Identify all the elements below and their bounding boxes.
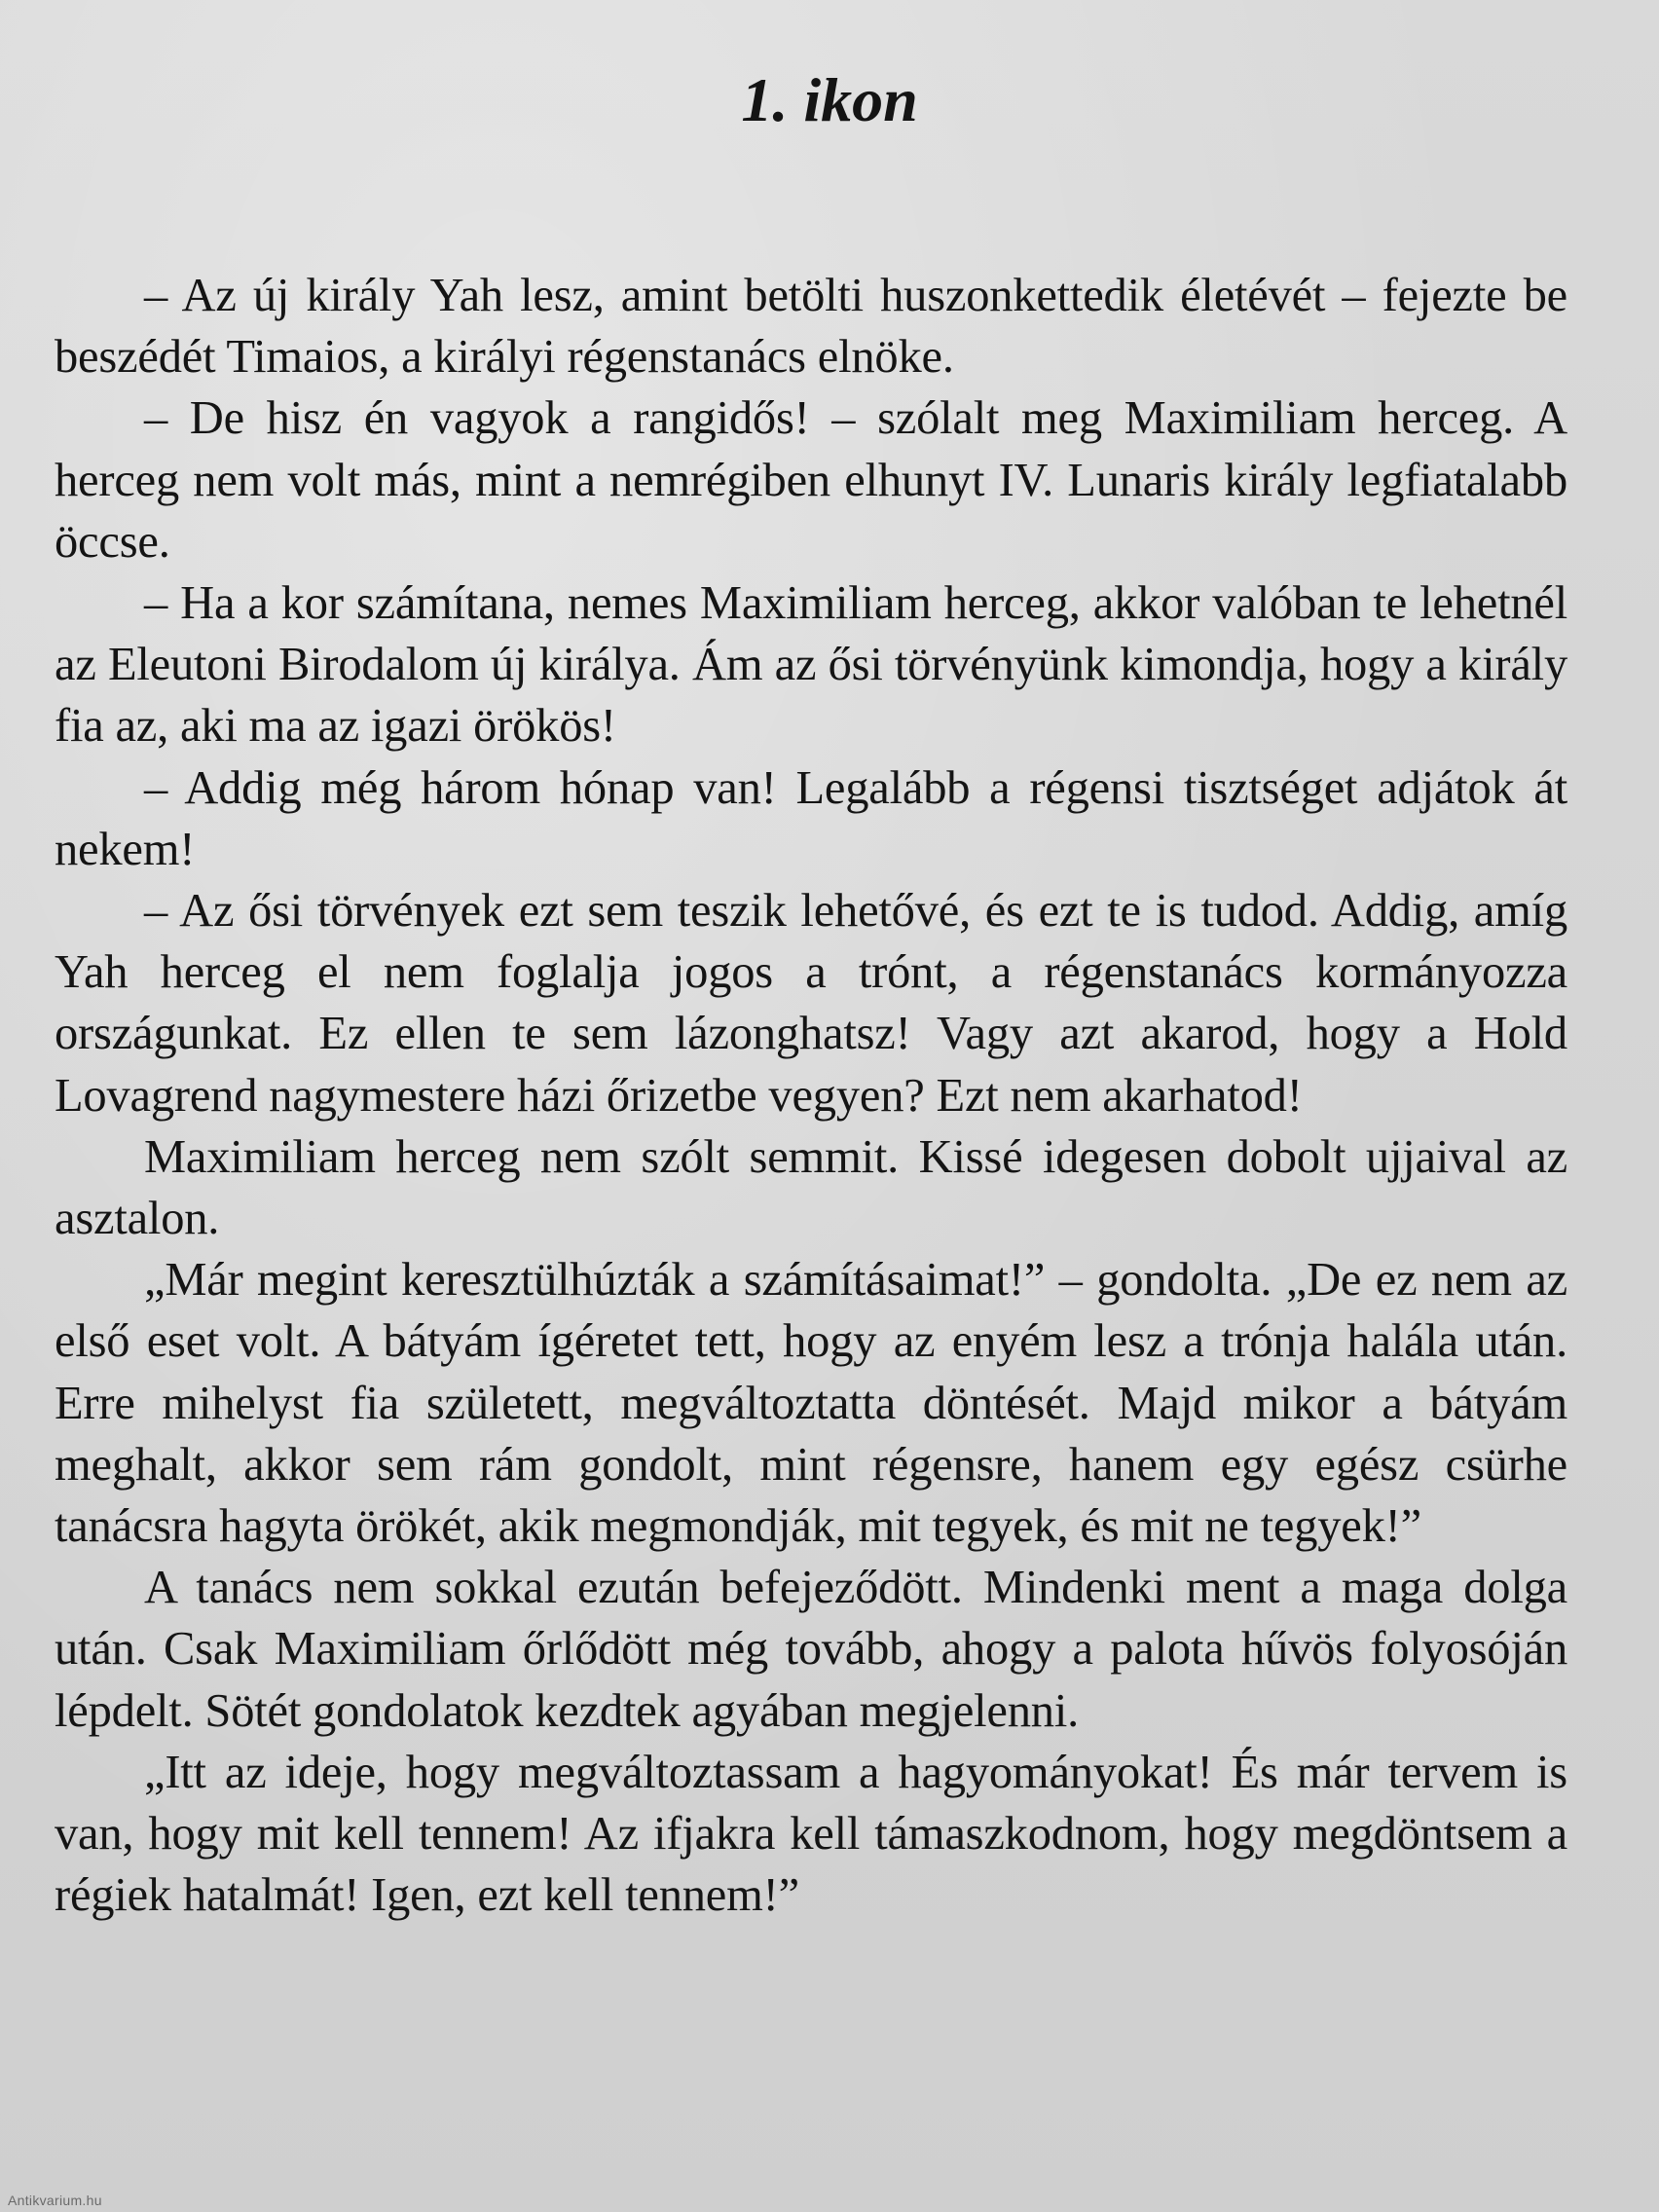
paragraph: Maximiliam herceg nem szólt semmit. Kissé idegesen dobolt ujjaival az asztalon. (55, 1130, 1567, 1245)
paragraph: – Az új király Yah lesz, amint betölti huszonkettedik életévét – fejezte be beszédét Timaios, a királyi régenstanács elnöke. (55, 270, 1567, 384)
watermark: Antikvarium.hu (8, 2193, 102, 2208)
paragraph: A tanács nem sokkal ezután befejeződött. Mindenki ment a maga dolga után. Csak Maximiliam őrlődött még tovább, ahogy a palota hűvös folyosóján lépdelt. Sötét gondolatok kezdtek agyában megjelenni. (55, 1562, 1567, 1737)
paragraph: – Az ősi törvények ezt sem teszik lehetővé, és ezt te is tudod. Addig, amíg Yah herceg el nem foglalja jogos a trónt, a régenstanács kormányozza országunkat. Ez ellen te sem lázonghatsz! Vagy azt akarod, hogy a Hold Lovagrend nagymestere házi őrizetbe vegyen? Ezt nem akarhatod! (55, 885, 1567, 1122)
paragraph: – Addig még három hónap van! Legalább a régensi tisztséget adjátok át nekem! (55, 761, 1567, 875)
paragraph: – De hisz én vagyok a rangidős! – szólalt meg Maximiliam herceg. A herceg nem volt más, mint a nemrégiben elhunyt IV. Lunaris király legfiatalabb öccse. (55, 392, 1567, 568)
paragraph: – Ha a kor számítana, nemes Maximiliam herceg, akkor valóban te lehetnél az Eleutoni Birodalom új királya. Ám az ősi törvényünk kimondja, hogy a király fia az, aki ma az igazi örökös! (55, 577, 1567, 753)
paragraph: „Már megint keresztülhúzták a számításaimat!” – gondolta. „De ez nem az első eset volt. A bátyám ígéretet tett, hogy az enyém lesz a trónja halála után. Erre mihelyst fia született, megváltoztatta döntését. Majd mikor a bátyám meghalt, akkor sem rám gondolt, mint régensre, hanem egy egész csürhe tanácsra hagyta örökét, akik megmondják, mit tegyek, és mit ne tegyek!” (55, 1254, 1567, 1553)
chapter-title: 1. ikon (741, 65, 918, 134)
chapter-body (55, 265, 1567, 1926)
paragraph: „Itt az ideje, hogy megváltoztassam a hagyományokat! És már tervem is van, hogy mit kell tennem! Az ifjakra kell támaszkodnom, hogy megdöntsem a régiek hatalmát! Igen, ezt kell tennem!” (55, 1746, 1567, 1922)
